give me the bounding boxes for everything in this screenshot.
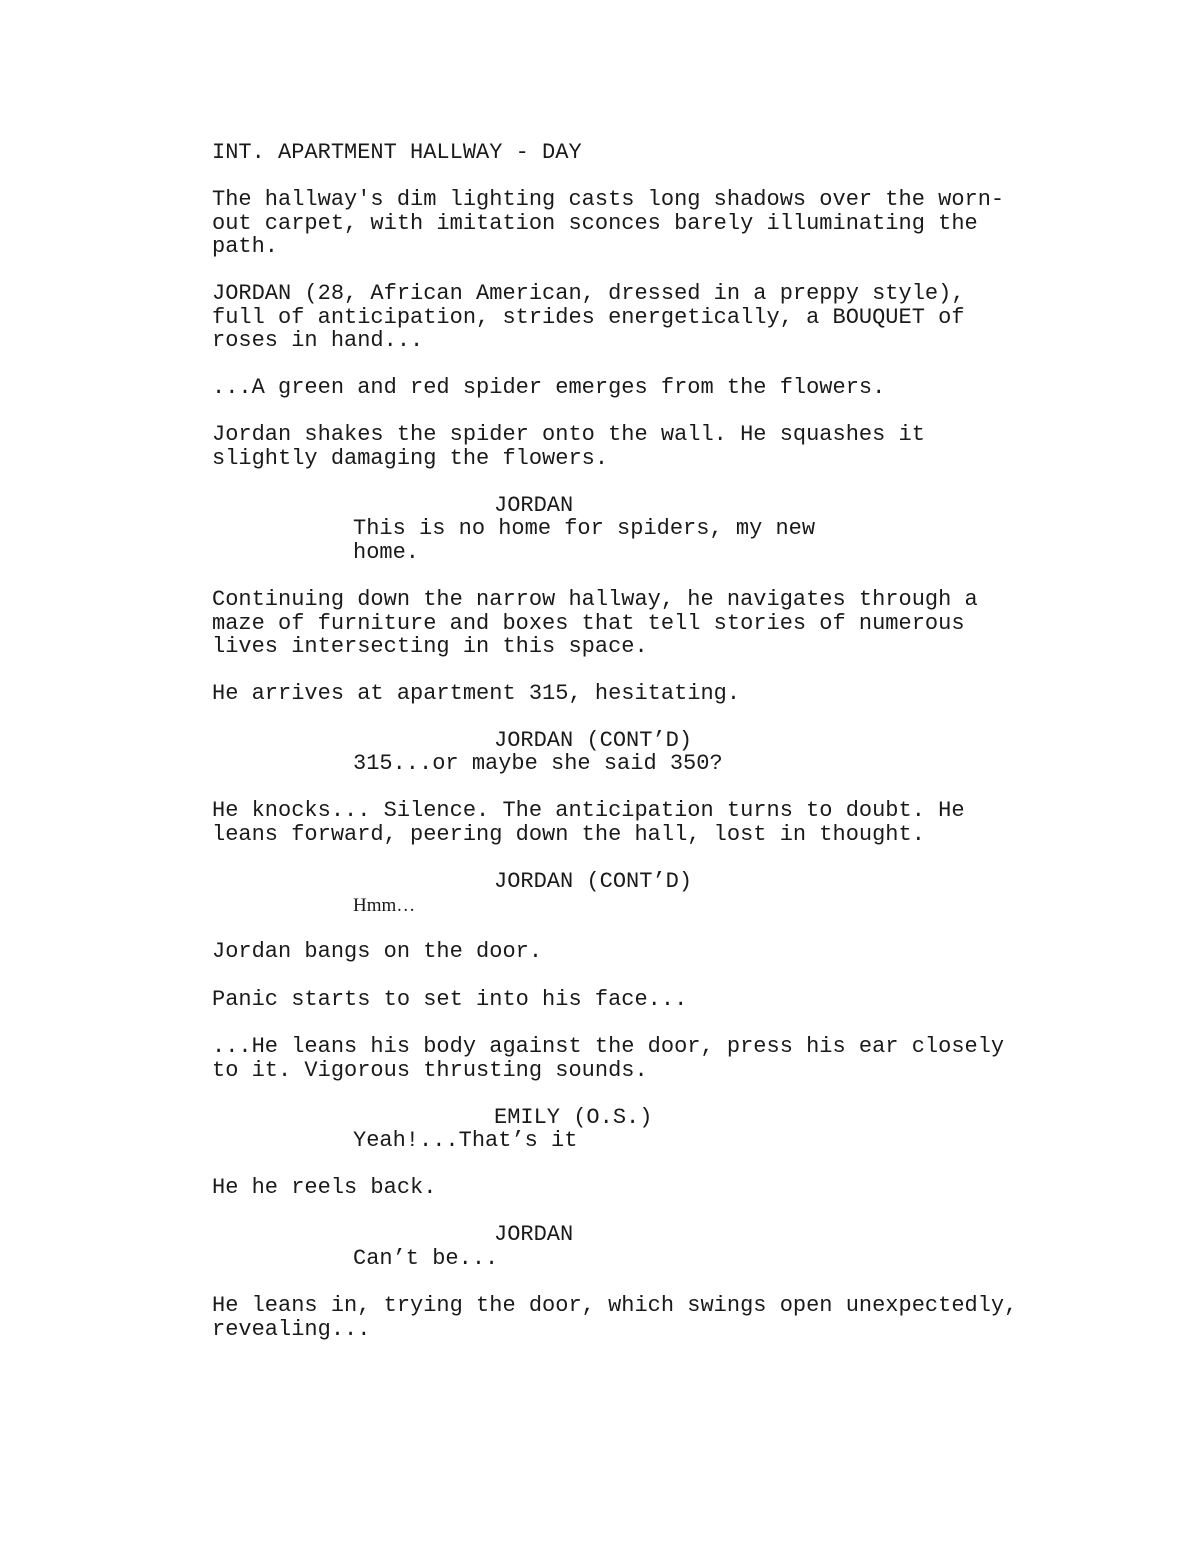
dialogue-line: Hmm…	[353, 895, 416, 916]
action-paragraph: He knocks... Silence. The anticipation turns to doubt. He leans forward, peering down the hall, lost in thought.	[212, 798, 965, 847]
character-cue: JORDAN (CONT’D)	[494, 728, 693, 753]
action-paragraph: He arrives at apartment 315, hesitating.	[212, 681, 741, 706]
action-paragraph: Panic starts to set into his face...	[212, 987, 688, 1012]
action-paragraph: ...A green and red spider emerges from the flowers.	[212, 375, 886, 400]
action-paragraph: He leans in, trying the door, which swings open unexpectedly, revealing...	[212, 1293, 1018, 1342]
scene-heading: INT. APARTMENT HALLWAY - DAY	[212, 140, 582, 165]
dialogue-line: This is no home for spiders, my new home.	[353, 516, 816, 565]
action-paragraph: ...He leans his body against the door, press his ear closely to it. Vigorous thrusting sounds.	[212, 1034, 1005, 1083]
character-cue: EMILY (O.S.)	[494, 1105, 653, 1130]
character-cue: JORDAN	[494, 1222, 574, 1247]
action-paragraph: The hallway's dim lighting casts long shadows over the worn- out carpet, with imitation sconces barely illuminating the path.	[212, 187, 1005, 259]
character-cue: JORDAN	[494, 493, 574, 518]
dialogue-line: 315...or maybe she said 350?	[353, 751, 723, 776]
action-paragraph: He he reels back.	[212, 1175, 437, 1200]
action-paragraph: Jordan shakes the spider onto the wall. He squashes it slightly damaging the flowers.	[212, 422, 925, 471]
dialogue-line: Can’t be...	[353, 1246, 499, 1271]
action-paragraph: Continuing down the narrow hallway, he navigates through a maze of furniture and boxes that tell stories of numerous lives intersecting in this space.	[212, 587, 978, 659]
dialogue-line: Yeah!...That’s it	[353, 1128, 578, 1153]
action-paragraph: JORDAN (28, African American, dressed in a preppy style), full of anticipation, strides energetically, a BOUQUET of roses in hand...	[212, 281, 965, 353]
action-paragraph: Jordan bangs on the door.	[212, 939, 543, 964]
character-cue: JORDAN (CONT’D)	[494, 869, 693, 894]
